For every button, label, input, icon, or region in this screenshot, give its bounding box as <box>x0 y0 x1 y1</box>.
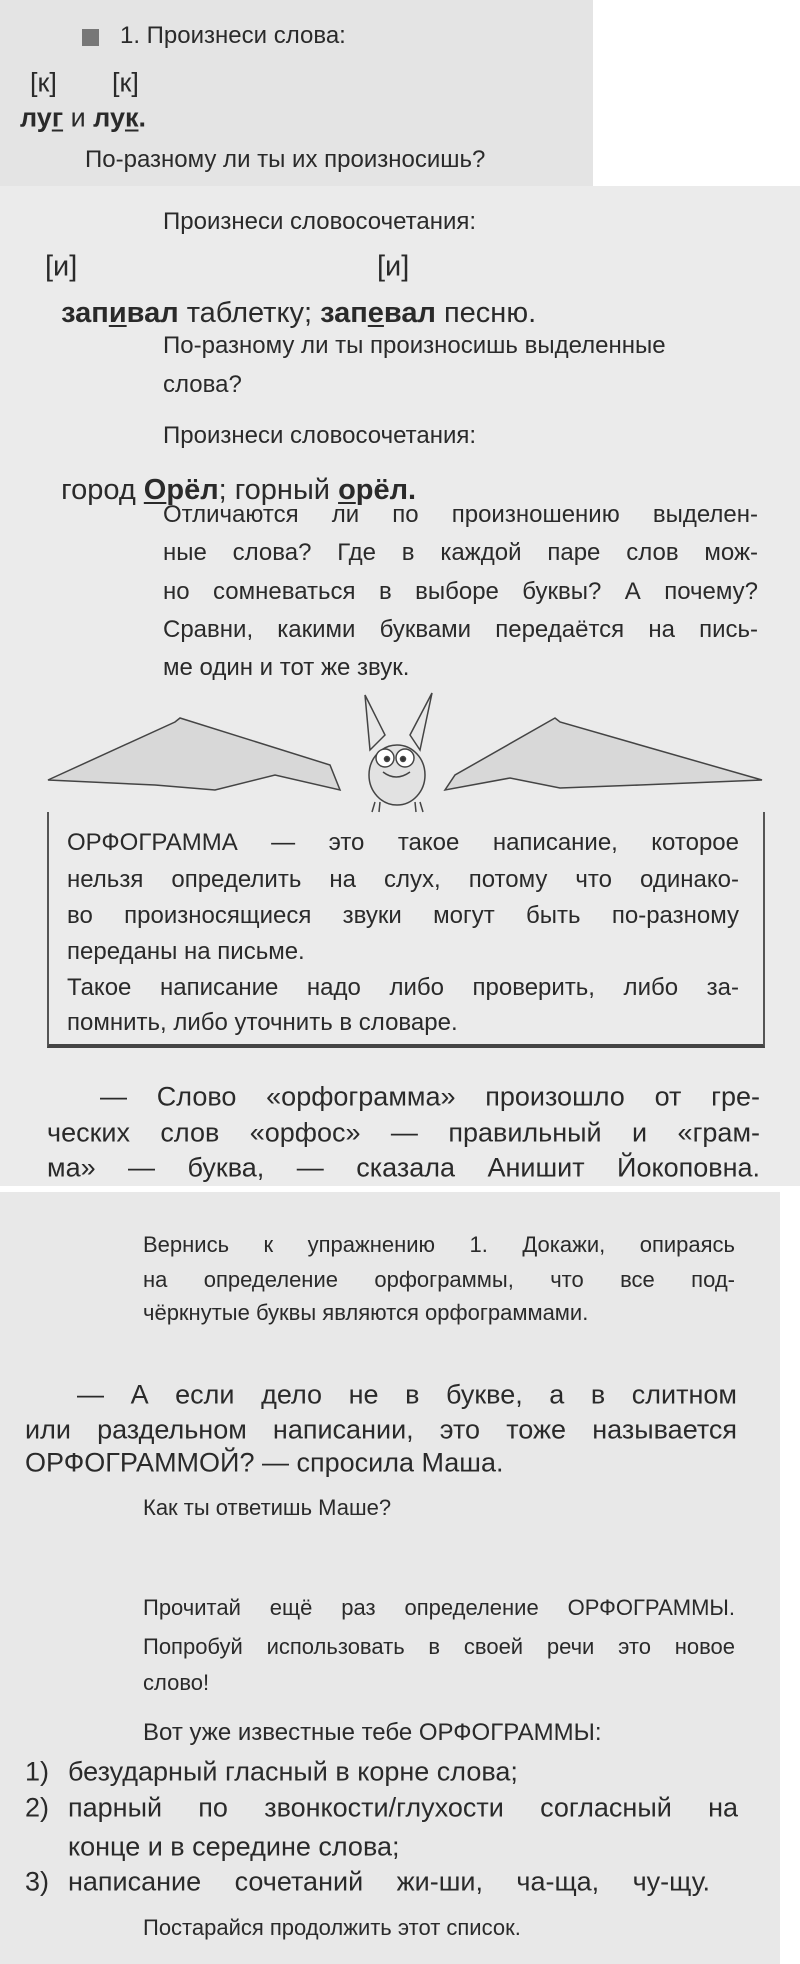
phrase-line <box>45 270 536 328</box>
definition-line: во произносящиеся звуки могут быть по-разному <box>67 902 739 929</box>
known-title: Вот уже известные тебе ОРФОГРАММЫ: <box>143 1719 602 1746</box>
dialog-line: ОРФОГРАММОЙ? — спросила Маша. <box>25 1447 504 1478</box>
underlined-letter: е <box>367 297 384 329</box>
transcription: [к] <box>112 67 139 98</box>
word-part: и <box>63 102 94 133</box>
word-part: рёл <box>166 474 219 506</box>
paragraph-line: Сравни, какими буквами передаётся на пись- <box>163 616 758 643</box>
origin-line: ческих слов «орфос» — правильный и «грам- <box>47 1117 760 1148</box>
underlined-letter: г <box>51 102 64 133</box>
list-number: 1) <box>25 1756 50 1787</box>
list-item: парный по звонкости/глухости согласный на <box>68 1792 738 1823</box>
dialog-line: — А если дело не в букве, а в слитном <box>77 1379 737 1410</box>
list-item-continued: конце и в середине слова; <box>68 1831 400 1862</box>
word-part: . <box>408 474 417 506</box>
word-part: рёл <box>355 474 409 506</box>
underlined-letter: о <box>338 474 356 506</box>
word-part: вал <box>383 297 436 329</box>
list-item: безударный гласный в корне слова; <box>68 1756 518 1787</box>
bat-illustration <box>40 690 770 815</box>
exercise-title: 1. Произнеси слова: <box>120 22 346 49</box>
word-part: песню. <box>435 297 537 329</box>
word-part: таблетку; <box>178 297 321 329</box>
question: По-разному ли ты произносишь выделенные <box>163 332 666 359</box>
paragraph-line: Отличаются ли по произношению выделен- <box>163 501 758 528</box>
task-line: чёркнутые буквы являются орфограммами. <box>143 1300 589 1325</box>
origin-line: — Слово «орфограмма» произошло от гре- <box>100 1081 760 1112</box>
word-part: . <box>138 102 146 133</box>
word-part: вал <box>126 297 179 329</box>
definition-line: нельзя определить на слух, потому что одинако- <box>67 866 739 893</box>
reread-line: Прочитай ещё раз определение ОРФОГРАММЫ. <box>143 1595 735 1620</box>
prompt: Произнеси словосочетания: <box>163 208 477 235</box>
task-line: Вернись к упражнению 1. Докажи, опираясь <box>143 1232 735 1257</box>
underlined-letter: и <box>108 297 127 329</box>
word-part: лу <box>20 102 52 133</box>
underlined-letter: к <box>124 102 139 133</box>
transcription: [и] <box>377 250 410 283</box>
list-number: 3) <box>25 1866 50 1897</box>
word-part: ; горный <box>218 474 339 506</box>
reread-line: слово! <box>143 1670 210 1695</box>
reread-line: Попробуй использовать в своей речи это новое <box>143 1634 735 1659</box>
task-line: на определение орфограммы, что все под- <box>143 1267 735 1292</box>
question: По-разному ли ты их произносишь? <box>85 146 486 173</box>
paragraph-line: ме один и тот же звук. <box>163 654 410 681</box>
phrase-line <box>45 447 416 505</box>
transcription: [к] <box>30 67 57 98</box>
example-words <box>20 102 146 133</box>
list-item: написание сочетаний жи-ши, ча-ща, чу-щу. <box>68 1866 710 1897</box>
word-part: город <box>61 474 144 506</box>
underlined-letter: О <box>143 474 167 506</box>
word-part: лу <box>93 102 125 133</box>
definition-line: ОРФОГРАММА — это такое написание, которое <box>67 829 739 856</box>
question: слова? <box>163 371 242 398</box>
dialog-line: или раздельном написании, это тоже называется <box>25 1414 737 1445</box>
paragraph-line: ные слова? Где в каждой паре слов мож- <box>163 539 758 566</box>
list-number: 2) <box>25 1792 50 1823</box>
question: Как ты ответишь Маше? <box>143 1495 392 1520</box>
transcription: [и] <box>45 250 78 283</box>
word-part: зап <box>320 297 368 329</box>
definition-line: помнить, либо уточнить в словаре. <box>67 1009 458 1036</box>
prompt: Произнеси словосочетания: <box>163 422 477 449</box>
exercise-marker-icon <box>82 29 99 46</box>
definition-line: переданы на письме. <box>67 938 305 965</box>
origin-line: ма» — буква, — сказала Анишит Йокоповна. <box>47 1152 760 1183</box>
continue-task: Постарайся продолжить этот список. <box>143 1915 521 1940</box>
paragraph-line: но сомневаться в выборе буквы? А почему? <box>163 578 758 605</box>
word-part: зап <box>61 297 109 329</box>
definition-line: Такое написание надо либо проверить, либо за- <box>67 974 739 1001</box>
